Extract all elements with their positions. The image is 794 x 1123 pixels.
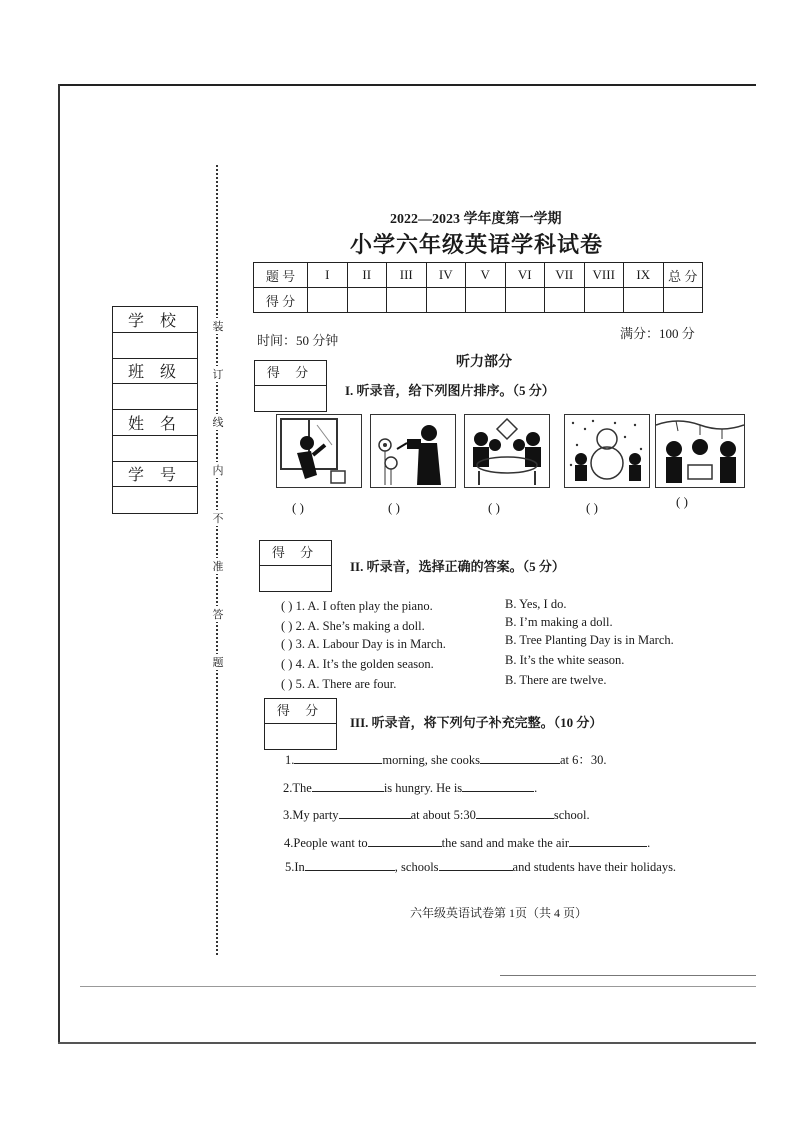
fill-sentence-1 bbox=[285, 750, 606, 768]
sentence-text: at about 5:30 bbox=[410, 808, 476, 822]
school-field[interactable] bbox=[113, 333, 197, 359]
grade-box-field[interactable] bbox=[260, 566, 331, 591]
score-cell[interactable] bbox=[426, 288, 466, 313]
sentence-text: school. bbox=[553, 808, 590, 822]
answer-blank[interactable] bbox=[439, 858, 513, 871]
answer-paren[interactable]: ( ) bbox=[586, 500, 598, 515]
score-table-header-cell: IX bbox=[624, 263, 664, 288]
student-number-label: 学 号 bbox=[113, 462, 197, 488]
question-option-b[interactable]: B. Yes, I do. bbox=[505, 597, 567, 611]
binding-char: 内 bbox=[212, 462, 224, 478]
sentence-text: . bbox=[647, 836, 651, 850]
sentence-text: at 6：30. bbox=[559, 753, 607, 767]
answer-paren[interactable]: ( ) bbox=[676, 494, 688, 509]
answer-blank[interactable] bbox=[476, 806, 554, 819]
sentence-text: 1. bbox=[285, 753, 295, 767]
binding-char: 订 bbox=[212, 366, 224, 382]
sentence-text: 4.People want to bbox=[284, 836, 368, 850]
scan-border bbox=[58, 1042, 756, 1044]
score-row-label: 得 分 bbox=[254, 288, 308, 313]
picture-birthday-party bbox=[655, 414, 745, 488]
name-field[interactable] bbox=[113, 436, 197, 462]
sentence-text: . bbox=[534, 781, 538, 795]
binding-char: 不 bbox=[212, 510, 224, 526]
score-table bbox=[253, 262, 703, 313]
score-cell[interactable] bbox=[584, 288, 624, 313]
fill-sentence-3 bbox=[283, 806, 590, 823]
grade-box bbox=[264, 698, 337, 750]
answer-blank[interactable] bbox=[480, 751, 560, 764]
scan-line bbox=[80, 986, 756, 987]
fill-sentence-5 bbox=[285, 858, 676, 875]
grade-box bbox=[254, 360, 327, 412]
sentence-text: 3.My party bbox=[283, 808, 339, 822]
score-table-header-cell: VI bbox=[505, 263, 545, 288]
fill-sentence-4 bbox=[284, 834, 650, 851]
binding-char: 装 bbox=[212, 318, 224, 334]
score-table-header-row bbox=[254, 263, 703, 288]
exam-full-score: 满分：100 分 bbox=[620, 326, 695, 341]
picture-watering-flowers bbox=[370, 414, 456, 488]
grade-box-field[interactable] bbox=[255, 386, 326, 411]
score-table-header-cell: II bbox=[347, 263, 387, 288]
picture-snowman bbox=[564, 414, 650, 488]
class-label: 班 级 bbox=[113, 359, 197, 385]
answer-blank[interactable] bbox=[305, 858, 395, 871]
answer-paren[interactable]: ( ) bbox=[292, 500, 304, 515]
sentence-text: and students have their holidays. bbox=[512, 860, 677, 874]
section-1-title: I. 听录音，给下列图片排序。（5 分） bbox=[345, 383, 555, 398]
answer-blank[interactable] bbox=[368, 834, 442, 847]
score-table-header-cell: 题 号 bbox=[254, 263, 308, 288]
answer-blank[interactable] bbox=[312, 779, 384, 792]
question-option-a[interactable]: ( ) 5. A. There are four. bbox=[281, 677, 397, 691]
grade-box-label: 得 分 bbox=[265, 699, 336, 724]
scan-border bbox=[58, 84, 60, 1044]
score-cell[interactable] bbox=[545, 288, 585, 313]
question-option-a[interactable]: ( ) 4. A. It’s the golden season. bbox=[281, 657, 434, 671]
picture-family-dinner bbox=[464, 414, 550, 488]
part-title: 听力部分 bbox=[456, 355, 512, 370]
student-info-box bbox=[112, 306, 198, 514]
scan-border bbox=[58, 84, 756, 86]
fill-sentence-2 bbox=[283, 779, 537, 796]
answer-paren[interactable]: ( ) bbox=[488, 500, 500, 515]
score-cell[interactable] bbox=[624, 288, 664, 313]
binding-char: 答 bbox=[212, 606, 224, 622]
question-option-a[interactable]: ( ) 3. A. Labour Day is in March. bbox=[281, 637, 446, 651]
sentence-text: , schools bbox=[394, 860, 439, 874]
binding-char: 线 bbox=[212, 414, 224, 430]
grade-box-field[interactable] bbox=[265, 724, 336, 749]
score-table-header-cell: I bbox=[308, 263, 348, 288]
score-cell[interactable] bbox=[308, 288, 348, 313]
page-footer: 六年级英语试卷第 1页（共 4 页） bbox=[410, 906, 588, 920]
score-table-header-cell: V bbox=[466, 263, 506, 288]
score-cell[interactable] bbox=[466, 288, 506, 313]
exam-title: 小学六年级英语学科试卷 bbox=[350, 233, 604, 258]
score-cell[interactable] bbox=[387, 288, 427, 313]
sentence-text: is hungry. He is bbox=[383, 781, 463, 795]
score-cell[interactable] bbox=[347, 288, 387, 313]
grade-box-label: 得 分 bbox=[255, 361, 326, 386]
student-number-field[interactable] bbox=[113, 487, 197, 513]
section-3-title: III. 听录音，将下列句子补充完整。（10 分） bbox=[350, 715, 603, 730]
question-option-b[interactable]: B. It’s the white season. bbox=[505, 653, 625, 667]
sentence-text: the sand and make the air bbox=[441, 836, 570, 850]
score-table-header-cell: VII bbox=[545, 263, 585, 288]
school-label: 学 校 bbox=[113, 307, 197, 333]
sentence-text: morning, she cooks bbox=[382, 753, 480, 767]
score-cell[interactable] bbox=[663, 288, 703, 313]
answer-paren[interactable]: ( ) bbox=[388, 500, 400, 515]
grade-box bbox=[259, 540, 332, 592]
answer-blank[interactable] bbox=[462, 779, 534, 792]
answer-blank[interactable] bbox=[569, 834, 647, 847]
class-field[interactable] bbox=[113, 384, 197, 410]
question-option-b[interactable]: B. There are twelve. bbox=[505, 673, 607, 687]
sentence-text: 2.The bbox=[283, 781, 312, 795]
score-table-header-cell: VIII bbox=[584, 263, 624, 288]
question-option-a[interactable]: ( ) 1. A. I often play the piano. bbox=[281, 599, 433, 613]
score-table-header-cell: 总 分 bbox=[663, 263, 703, 288]
sentence-text: 5.In bbox=[285, 860, 305, 874]
exam-time: 时间：50 分钟 bbox=[257, 333, 339, 348]
section-2-title: II. 听录音，选择正确的答案。（5 分） bbox=[350, 559, 565, 574]
score-table-header-cell: III bbox=[387, 263, 427, 288]
grade-box-label: 得 分 bbox=[260, 541, 331, 566]
score-table-header-cell: IV bbox=[426, 263, 466, 288]
score-table-score-row bbox=[254, 288, 703, 313]
binding-char: 题 bbox=[212, 654, 224, 670]
question-option-b[interactable]: B. I’m making a doll. bbox=[505, 615, 613, 629]
picture-cleaning-window bbox=[276, 414, 362, 488]
scan-line bbox=[500, 975, 756, 976]
exam-year-term: 2022—2023 学年度第一学期 bbox=[390, 212, 562, 227]
answer-blank[interactable] bbox=[294, 751, 382, 764]
question-option-b[interactable]: B. Tree Planting Day is in March. bbox=[505, 633, 674, 647]
score-cell[interactable] bbox=[505, 288, 545, 313]
answer-blank[interactable] bbox=[339, 806, 411, 819]
question-option-a[interactable]: ( ) 2. A. She’s making a doll. bbox=[281, 619, 425, 633]
name-label: 姓 名 bbox=[113, 410, 197, 436]
binding-char: 准 bbox=[212, 558, 224, 574]
